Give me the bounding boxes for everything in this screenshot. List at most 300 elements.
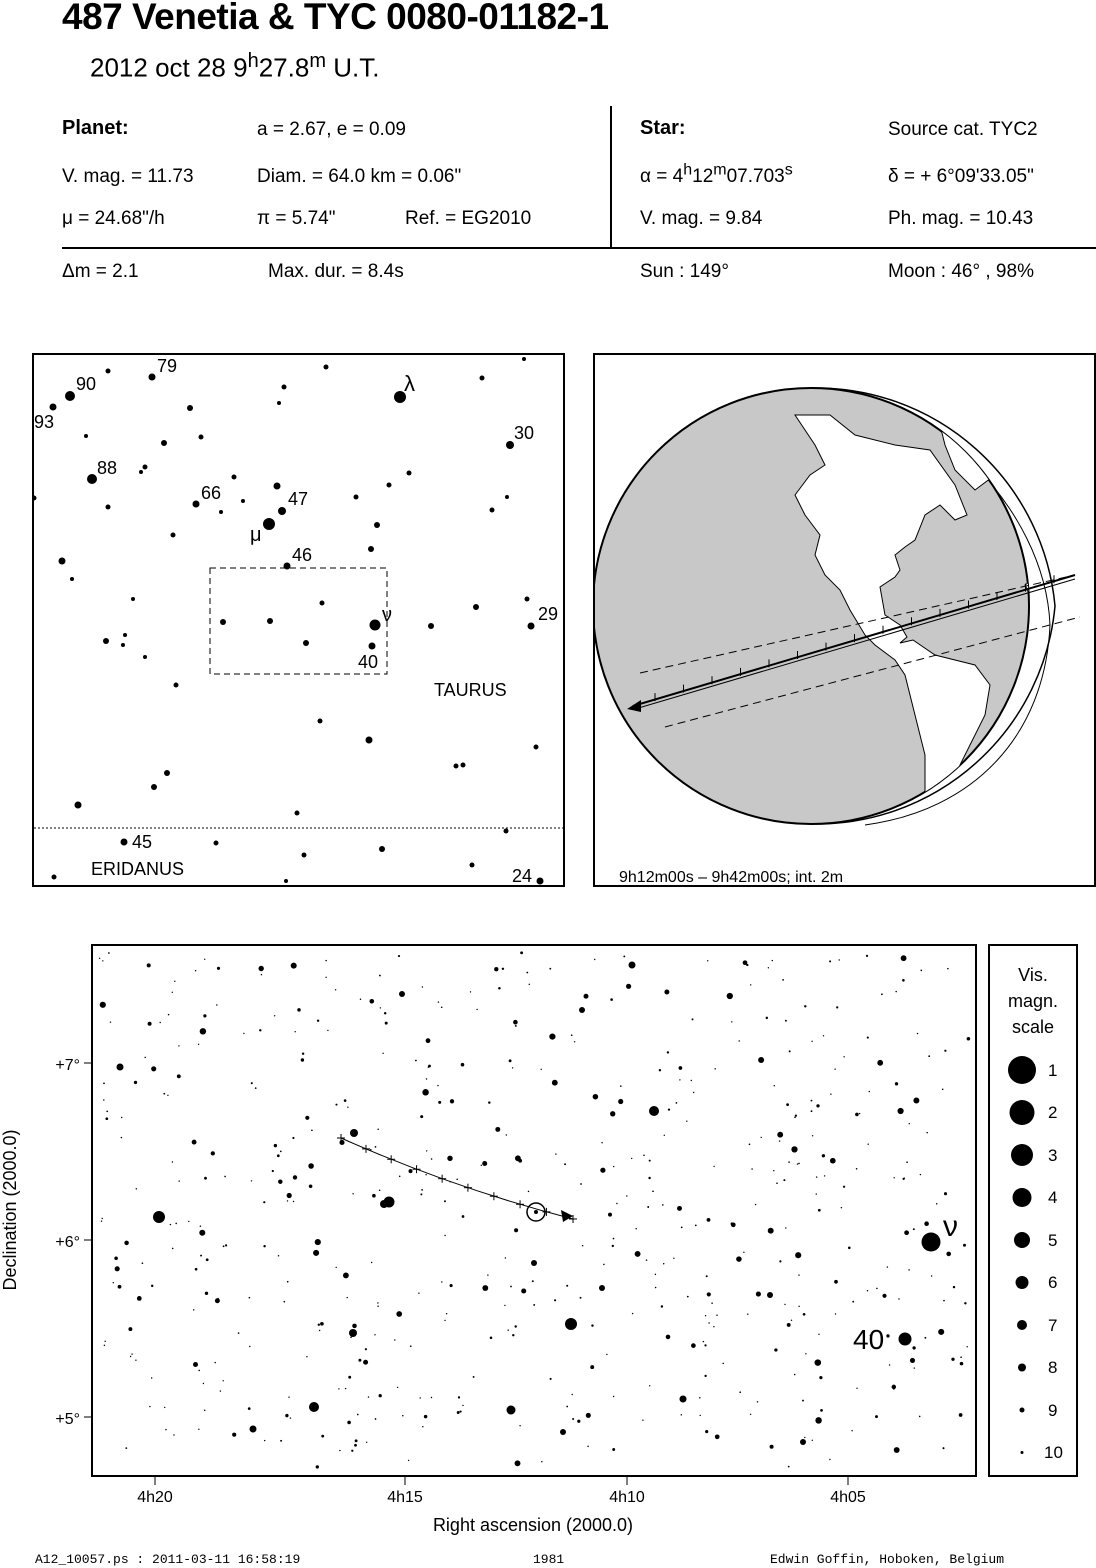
field-star	[318, 1324, 320, 1326]
field-star	[788, 1466, 790, 1468]
finder-star	[187, 405, 193, 411]
field-star	[824, 1175, 825, 1176]
field-star	[124, 1241, 129, 1246]
field-star	[774, 1085, 775, 1086]
field-star	[437, 1085, 438, 1086]
field-star	[418, 1292, 419, 1293]
field-star	[422, 986, 423, 987]
field-star	[662, 1204, 664, 1206]
field-star	[768, 967, 769, 968]
finder-star	[320, 601, 325, 606]
field-star	[895, 1082, 898, 1085]
finder-star	[278, 507, 286, 515]
field-star	[347, 1297, 348, 1298]
field-star	[102, 960, 103, 961]
field-star	[104, 1341, 105, 1342]
star-label-88: 88	[97, 458, 118, 478]
field-star	[519, 1425, 520, 1426]
field-star	[942, 1447, 944, 1449]
field-star	[812, 1135, 813, 1136]
field-star	[343, 1272, 349, 1278]
finder-star	[537, 878, 544, 885]
field-star	[823, 1035, 824, 1036]
bright-star	[899, 1333, 912, 1346]
field-star	[458, 1396, 460, 1398]
field-star	[188, 1221, 189, 1222]
field-star	[365, 1348, 367, 1350]
field-star	[382, 1053, 383, 1054]
field-star	[836, 1006, 838, 1008]
field-star	[803, 1313, 806, 1316]
field-star	[787, 1323, 791, 1327]
field-star	[203, 1014, 206, 1017]
detail-star-chart	[91, 944, 977, 1477]
field-star	[410, 1345, 412, 1347]
magnitude-sample-dot	[1020, 1408, 1025, 1413]
field-star	[679, 1079, 680, 1080]
field-star	[251, 1082, 253, 1084]
field-star	[137, 1296, 142, 1301]
footer-file: A12_10057.ps : 2011-03-11 16:58:19	[35, 1552, 301, 1567]
field-star	[505, 1257, 506, 1258]
bright-star	[649, 1106, 659, 1116]
field-star	[652, 1190, 654, 1192]
field-star	[285, 1414, 288, 1417]
field-star	[426, 1078, 427, 1079]
field-star	[894, 1447, 900, 1453]
field-star	[173, 1434, 174, 1435]
field-star	[131, 1353, 132, 1354]
field-star	[785, 1020, 787, 1022]
field-star	[867, 1290, 868, 1291]
finder-star	[70, 577, 74, 581]
field-star	[816, 1104, 819, 1107]
field-star	[839, 959, 840, 960]
field-star	[325, 960, 326, 961]
field-star	[159, 1022, 160, 1023]
field-star	[663, 1263, 664, 1264]
star-label-66: 66	[201, 483, 222, 503]
field-star	[311, 1129, 313, 1131]
field-star	[893, 1388, 895, 1390]
finder-star	[374, 522, 380, 528]
finder-star	[284, 563, 291, 570]
field-star	[291, 963, 297, 969]
field-star	[898, 1298, 899, 1299]
field-star	[280, 1151, 282, 1153]
field-star	[444, 1320, 445, 1321]
field-star	[856, 1388, 857, 1389]
field-star	[515, 1025, 517, 1027]
finder-star	[525, 597, 530, 602]
field-star	[819, 1376, 822, 1379]
field-star	[770, 1445, 774, 1449]
field-star	[293, 1175, 297, 1179]
finder-star	[103, 638, 109, 644]
field-star	[946, 1252, 951, 1257]
field-star	[924, 1221, 929, 1226]
field-star	[192, 1140, 197, 1145]
xtick-4h20: 4h20	[137, 1489, 173, 1506]
finder-star	[407, 471, 412, 476]
finder-star	[193, 501, 200, 508]
xtick-4h15: 4h15	[387, 1489, 423, 1506]
field-star	[856, 1168, 858, 1170]
field-star	[797, 1163, 798, 1164]
field-star	[692, 1018, 694, 1020]
field-star	[851, 1430, 852, 1431]
field-star	[691, 1343, 696, 1348]
field-star	[791, 1320, 792, 1321]
field-star	[428, 1066, 430, 1068]
finder-chart-svg	[34, 355, 563, 885]
field-star	[564, 1163, 566, 1165]
magnitude-sample-dot	[1021, 1451, 1024, 1454]
finder-star	[87, 474, 97, 484]
star-header: Star:	[640, 117, 686, 139]
field-star	[450, 1099, 454, 1103]
field-star	[913, 1228, 915, 1230]
magnitude-sample-dot	[1013, 1188, 1032, 1207]
field-star	[125, 1447, 127, 1449]
field-star	[327, 1030, 328, 1031]
field-star	[363, 1360, 368, 1365]
field-star	[818, 1334, 819, 1335]
footer-author: Edwin Goffin, Hoboken, Belgium	[770, 1552, 1005, 1567]
planet-parallax: π = 5.74"	[257, 208, 336, 229]
field-star	[461, 1063, 465, 1067]
field-star	[316, 1465, 319, 1468]
field-star	[380, 1007, 381, 1008]
field-star	[555, 1153, 556, 1154]
field-star	[358, 1359, 361, 1362]
field-star	[290, 1417, 291, 1418]
finder-star	[277, 401, 281, 405]
field-star	[552, 1080, 558, 1086]
field-star	[751, 1168, 753, 1170]
field-star	[716, 1314, 717, 1315]
field-star	[566, 1406, 568, 1408]
field-star	[264, 1440, 265, 1441]
field-star	[894, 1177, 895, 1178]
scale-label-3: 3	[1048, 1146, 1058, 1165]
field-star	[172, 1161, 173, 1162]
field-star	[420, 1397, 421, 1398]
field-star	[301, 1058, 304, 1061]
field-star	[693, 1092, 694, 1093]
field-star	[504, 1305, 505, 1306]
field-star	[869, 1091, 870, 1092]
field-star	[397, 1387, 398, 1388]
field-star	[371, 1262, 372, 1263]
field-star	[510, 1286, 512, 1288]
field-star	[347, 1107, 348, 1108]
field-star	[218, 1298, 219, 1299]
field-star	[151, 1066, 156, 1071]
sun-elongation: Sun : 149°	[640, 261, 729, 282]
field-star	[462, 1215, 465, 1218]
field-star	[200, 1225, 202, 1227]
magnitude-sample-dot	[1016, 1276, 1029, 1289]
scale-label-9: 9	[1048, 1401, 1058, 1420]
field-star	[707, 960, 708, 961]
field-star	[338, 1388, 339, 1389]
field-star	[677, 1206, 682, 1211]
field-star	[834, 1069, 835, 1070]
field-star	[355, 1439, 358, 1442]
finder-star	[219, 510, 223, 514]
field-star	[713, 1166, 714, 1167]
field-star	[666, 1335, 671, 1340]
field-star	[532, 1280, 534, 1282]
field-star	[963, 1244, 966, 1247]
field-star	[816, 1193, 817, 1194]
finder-star	[504, 829, 509, 834]
field-star	[424, 1415, 427, 1418]
finder-star	[470, 863, 475, 868]
field-star	[706, 1275, 708, 1277]
finder-star	[528, 623, 535, 630]
field-star	[618, 1099, 623, 1104]
field-star	[784, 1304, 785, 1305]
finder-star	[295, 811, 300, 816]
field-star	[818, 1209, 821, 1212]
field-star	[785, 1227, 786, 1228]
greek-nu: ν	[382, 604, 392, 626]
field-star	[877, 1060, 883, 1066]
field-star	[788, 1161, 790, 1163]
field-star	[118, 1285, 122, 1289]
field-star	[309, 1185, 313, 1189]
field-star	[795, 1114, 797, 1116]
star-dec: δ = + 6°09'33.05"	[888, 166, 1034, 187]
magnitude-sample-dot	[1014, 1232, 1030, 1248]
field-star	[420, 1193, 422, 1195]
field-star	[610, 998, 613, 1001]
field-star	[272, 1170, 274, 1172]
y-axis-label: Declination (2000.0)	[0, 1129, 20, 1291]
field-star	[594, 959, 595, 960]
field-star	[204, 1409, 206, 1411]
field-star	[259, 966, 264, 971]
field-star	[147, 963, 151, 967]
field-star	[635, 1228, 636, 1229]
magnitude-sample-dot	[1011, 1144, 1033, 1166]
delta-mag: Δm = 2.1	[62, 261, 139, 282]
occultation-star-dot	[534, 1210, 538, 1214]
field-star	[529, 984, 530, 985]
field-star	[843, 1056, 844, 1057]
field-star	[350, 1337, 352, 1339]
field-star	[277, 1154, 280, 1157]
field-star	[782, 979, 784, 981]
field-star	[379, 1394, 382, 1397]
field-star	[287, 1281, 289, 1283]
field-star	[876, 1288, 878, 1290]
field-star	[714, 1068, 715, 1069]
field-star	[223, 1380, 224, 1381]
field-star	[681, 1227, 683, 1229]
field-star	[704, 1375, 706, 1377]
field-star	[590, 1365, 594, 1369]
field-star	[293, 1201, 294, 1202]
finder-star	[143, 655, 147, 659]
field-star	[931, 1275, 932, 1276]
field-star	[249, 1297, 251, 1299]
star-source: Source cat. TYC2	[888, 119, 1038, 140]
asteroid-track	[341, 1138, 573, 1219]
field-star	[695, 1225, 697, 1227]
field-star	[345, 1388, 346, 1389]
finder-star	[263, 518, 275, 530]
field-star	[914, 1367, 915, 1368]
field-star	[101, 1221, 102, 1222]
field-star	[791, 1146, 797, 1152]
x-axis-label: Right ascension (2000.0)	[432, 1515, 634, 1535]
field-star	[661, 1305, 663, 1307]
magnitude-sample-dot	[1018, 1364, 1026, 1372]
field-star	[886, 1334, 889, 1337]
field-star	[700, 1415, 701, 1416]
field-star	[830, 1158, 836, 1164]
field-star	[438, 1001, 439, 1002]
field-star	[396, 1311, 402, 1317]
field-star	[750, 1414, 751, 1415]
field-star	[727, 993, 733, 999]
field-star	[121, 1117, 122, 1118]
field-star	[938, 1329, 944, 1335]
field-star	[357, 1414, 359, 1416]
field-star	[866, 955, 868, 957]
field-star	[960, 1356, 962, 1358]
field-star	[385, 1022, 388, 1025]
finder-star	[370, 620, 381, 631]
field-star	[687, 1296, 689, 1298]
field-star	[512, 1334, 514, 1336]
field-star	[200, 1028, 206, 1034]
field-star	[165, 1429, 166, 1430]
field-star	[518, 1463, 519, 1464]
field-star	[99, 958, 100, 959]
field-star	[238, 1332, 240, 1334]
planet-orbit: a = 2.67, e = 0.09	[257, 119, 406, 140]
finder-star	[284, 879, 288, 883]
field-star	[251, 1180, 252, 1181]
field-star	[606, 1354, 607, 1355]
field-star	[444, 1200, 446, 1202]
field-star	[144, 1057, 146, 1059]
scale-label-5: 5	[1048, 1231, 1058, 1250]
planet-vmag: V. mag. = 11.73	[62, 166, 194, 187]
field-star	[151, 1377, 152, 1378]
field-star	[964, 1302, 966, 1304]
finder-star	[123, 633, 127, 637]
field-star	[738, 1040, 739, 1041]
field-star	[895, 991, 896, 992]
bright-star	[350, 1129, 358, 1137]
field-star	[802, 1400, 804, 1402]
field-star	[774, 1348, 777, 1351]
finder-star	[473, 604, 479, 610]
field-star	[902, 979, 905, 982]
field-star	[366, 1442, 367, 1443]
field-star	[843, 1186, 845, 1188]
field-star	[399, 1176, 401, 1178]
star-label-93: 93	[34, 412, 55, 432]
field-star	[686, 1121, 687, 1122]
field-star	[691, 1080, 692, 1081]
finder-star	[379, 846, 385, 852]
finder-star	[241, 499, 245, 503]
field-star	[936, 1203, 938, 1205]
field-star	[743, 1252, 744, 1253]
field-star	[198, 1370, 200, 1372]
field-star	[409, 1169, 413, 1173]
field-star	[707, 1218, 711, 1222]
field-star	[441, 1281, 442, 1282]
field-star	[722, 1363, 724, 1365]
field-star	[308, 1163, 314, 1169]
field-star	[704, 1344, 706, 1346]
field-star	[394, 1339, 395, 1340]
field-star	[783, 1179, 785, 1181]
field-star	[528, 1191, 530, 1193]
bright-star	[680, 1396, 687, 1403]
field-star	[243, 1033, 244, 1034]
bright-star	[599, 1285, 605, 1291]
header-divider	[610, 106, 612, 248]
finder-star	[302, 853, 307, 858]
field-star	[811, 1100, 813, 1102]
field-star	[520, 951, 523, 954]
bright-star	[767, 1292, 773, 1298]
field-star	[195, 1268, 198, 1271]
field-star	[521, 1288, 526, 1293]
scale-svg	[990, 1046, 1076, 1466]
field-star	[920, 970, 922, 972]
bright-star	[153, 1211, 165, 1223]
ytick-6: +6°	[55, 1234, 80, 1251]
field-star	[703, 1341, 704, 1342]
field-star	[425, 1174, 426, 1175]
field-star	[731, 1222, 736, 1227]
bright-star	[579, 1007, 585, 1013]
magnitude-sample-dot	[1010, 1100, 1035, 1125]
chart-label-nu: ν	[943, 1210, 958, 1243]
field-star	[829, 960, 831, 962]
field-star	[571, 1394, 572, 1395]
field-star	[360, 998, 361, 999]
scale-label-1: 1	[1048, 1061, 1058, 1080]
field-star	[533, 1304, 535, 1306]
field-star	[928, 1055, 930, 1057]
field-star	[550, 1378, 552, 1380]
star-phmag: Ph. mag. = 10.43	[888, 208, 1034, 229]
field-star	[372, 1194, 376, 1198]
field-star	[259, 1029, 261, 1031]
field-star	[867, 1037, 869, 1039]
footer-number: 1981	[533, 1552, 565, 1567]
field-star	[667, 1051, 669, 1053]
finder-star	[387, 483, 392, 488]
field-star	[777, 1132, 783, 1138]
field-star	[206, 1258, 209, 1261]
field-star	[113, 1282, 114, 1283]
field-star	[867, 1143, 868, 1144]
field-star	[834, 1280, 838, 1284]
finder-star	[34, 496, 37, 501]
field-star	[811, 1110, 813, 1112]
